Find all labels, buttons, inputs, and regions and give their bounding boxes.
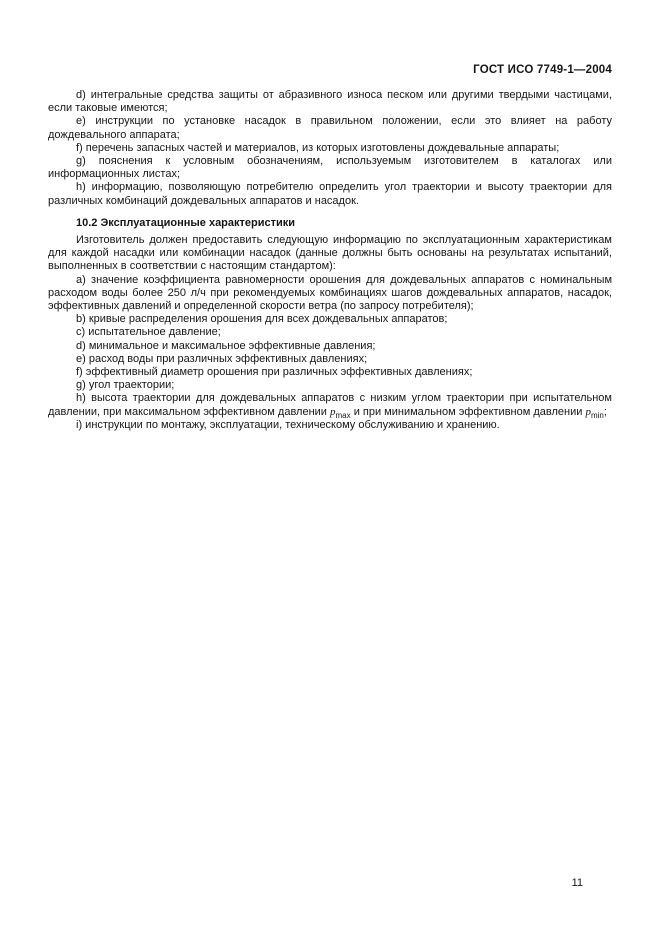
list-item-label: a): [76, 273, 86, 286]
list-item-10-1-d: [48, 89, 612, 115]
list-item-10-2-e: [48, 353, 612, 366]
section-heading: 10.2 Эксплуатационные характеристики: [76, 216, 296, 229]
list-item-label: c): [76, 326, 86, 339]
list-item-label: h): [76, 392, 86, 405]
list-item-10-2-a: [48, 274, 612, 314]
list-item-text: расход воды при различных эффективных давлениях;: [88, 352, 368, 365]
list-item-text: инструкции по установке насадок в правильном положении, если это влияет на работу дождевального аппарата;: [48, 115, 613, 141]
list-item-label: f): [76, 366, 83, 379]
list-item-10-2-b: [48, 313, 612, 326]
list-item-label: e): [76, 352, 86, 365]
list-item-text: интегральные средства защиты от абразивного износа песком или другими твердыми частицами, если таковые имеются;: [48, 89, 612, 115]
list-item-text: высота траектории для дождевальных аппаратов с низким углом траектории при испытательном давлении, при максимальном эффективном давлении: [48, 392, 612, 418]
list-item-label: d): [76, 89, 86, 101]
list-item-10-1-f: [48, 142, 612, 155]
list-item-text: и при минимальном эффективном давлении: [350, 405, 586, 418]
list-item-text: угол траектории;: [88, 379, 175, 392]
list-item-label: d): [76, 339, 86, 352]
document-body: [48, 89, 612, 432]
list-item-text: кривые распределения орошения для всех дождевальных аппаратов;: [88, 313, 448, 326]
list-item-text: перечень запасных частей и материалов, из которых изготовлены дождевальные аппараты;: [85, 141, 560, 154]
list-item-label: i): [76, 418, 83, 431]
list-item-text: испытательное давление;: [88, 326, 221, 339]
list-item-text: информацию, позволяющую потребителю определить угол траектории и высоту траектории для различных комбинаций дождевальных аппаратов и насадок.: [48, 181, 612, 207]
list-item-10-2-f: [48, 366, 612, 379]
list-item-label: f): [76, 141, 83, 154]
pressure-max-variable: p: [330, 405, 336, 418]
page-number: 11: [571, 877, 583, 889]
list-item-text: минимальное и максимальное эффективные давления;: [88, 339, 376, 352]
list-item-label: e): [76, 115, 86, 128]
list-item-label: g): [76, 155, 86, 168]
list-item-10-1-g: [48, 155, 612, 181]
list-item-10-1-h: [48, 181, 612, 207]
subscript-max: max: [335, 410, 351, 420]
list-item-10-2-c: [48, 326, 612, 339]
document-header: ГОСТ ИСО 7749-1—2004: [473, 64, 612, 76]
section-intro: Изготовитель должен предоставить следующую информацию по эксплуатационным характеристикам для каждой насадки или комбинации насадок (данные должны быть основаны на результатах испытаний, выполненных в соответствии с настоящим стандартом):: [48, 234, 612, 273]
pressure-min-variable: p: [585, 405, 591, 418]
list-item-label: h): [76, 181, 86, 194]
list-item-text: пояснения к условным обозначениям, используемым изготовителем в каталогах или информационных листах;: [48, 155, 612, 181]
list-item-10-1-e: [48, 115, 612, 141]
list-item-10-2-h: [48, 392, 612, 418]
list-item-label: b): [76, 313, 86, 326]
list-item-text: ;: [603, 405, 607, 418]
subscript-min: min: [590, 410, 604, 420]
list-item-text: значение коэффициента равномерности орошения для дождевальных аппаратов с номинальным расходом воды более 250 л/ч при рекомендуемых комбинациях шагов дождевальных аппаратов, насадок, эффективных давлений и определенной скорости ветра (по запросу потребителя);: [48, 273, 613, 313]
list-item-10-2-d: [48, 340, 612, 353]
list-item-label: g): [76, 379, 86, 392]
list-item-text: эффективный диаметр орошения при различных эффективных давлениях;: [85, 366, 473, 379]
list-item-text: инструкции по монтажу, эксплуатации, техническому обслуживанию и хранению.: [85, 418, 500, 431]
list-item-10-2-i: [48, 419, 612, 432]
list-item-10-2-g: [48, 379, 612, 392]
